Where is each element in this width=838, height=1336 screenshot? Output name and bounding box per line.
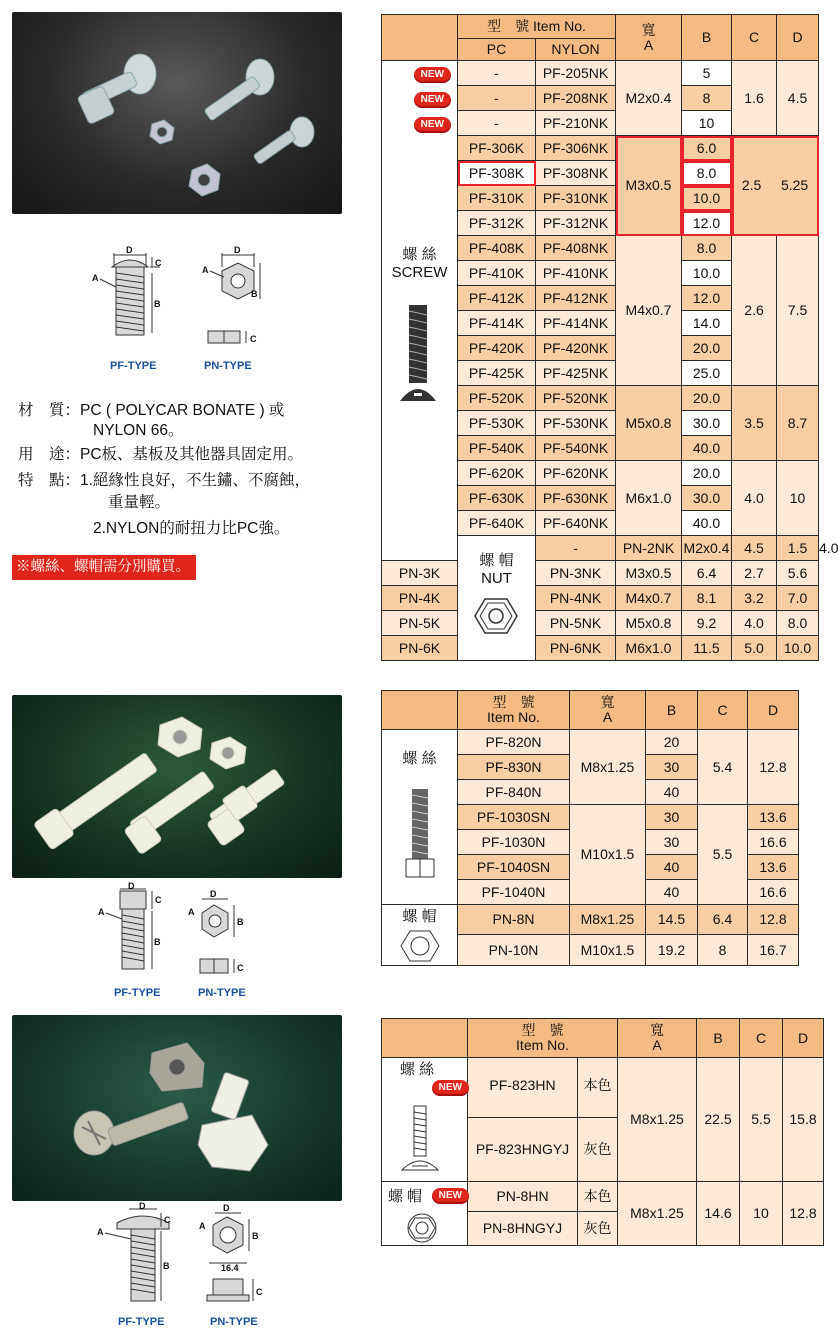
nut-dim-b-label: B [251, 289, 258, 299]
t2-cell-b: 40 [646, 855, 698, 880]
t1-nut-c: 3.2 [732, 586, 777, 611]
t1-cell-nylon: PF-425NK [536, 361, 616, 386]
t1-cell-nylon: PF-306NK [536, 136, 616, 161]
t1-screw-label-en: SCREW [391, 264, 448, 281]
t3-nut-color: 本色 [578, 1182, 618, 1212]
t1-header-pc: PC [458, 39, 536, 61]
t3-header-model [468, 1019, 618, 1058]
t1-cell-pc: - [458, 86, 536, 111]
t1-nut-b: 4.5 [732, 536, 777, 561]
nut-dim-d-label: D [234, 245, 241, 255]
t1-nut-a: M6x1.0 [616, 636, 682, 661]
dim-c-label: C [155, 258, 162, 268]
pf-type-caption: PF-TYPE [110, 360, 157, 372]
t3-cell-color: 灰色 [578, 1118, 618, 1182]
t1-cell-b: 20.0 [682, 336, 732, 361]
t2-header-model-cn: 型 號 [492, 694, 535, 711]
t1-cell-pc: PF-640K [458, 511, 536, 536]
t1-cell-nylon: PF-630NK [536, 486, 616, 511]
t2-header-d: D [748, 691, 799, 730]
t1-header-width-a: A [643, 36, 654, 53]
t1-nut-b: 6.4 [682, 561, 732, 586]
t1-cell-b: 8.0 [682, 236, 732, 261]
t1-nut-a: M2x0.4 [682, 536, 732, 561]
t1-cell-b: 8 [682, 86, 732, 111]
t3-cell-color: 本色 [578, 1058, 618, 1118]
t1-cell-b: 10.0 [682, 261, 732, 286]
t1-nut-nylon: PN-6NK [536, 636, 616, 661]
t1-cell-d: 7.5 [777, 236, 819, 386]
t1-cell-b: 8.0 [682, 161, 732, 186]
desc-feature-key: 特 點： [18, 472, 81, 489]
white-screws-illustration [12, 695, 342, 878]
t1-nut-label [458, 552, 535, 588]
desc-feature [18, 470, 310, 492]
desc-material [18, 400, 284, 422]
nut-dim-c-label: C [250, 334, 257, 344]
t1-cell-nylon: PF-410NK [536, 261, 616, 286]
product-photo-grey [12, 1015, 342, 1201]
t1-cell-pc: PF-414K [458, 311, 536, 336]
t1-nut-c: 4.0 [732, 611, 777, 636]
t1-cell-pc: PF-412K [458, 286, 536, 311]
t1-cell-b: 20.0 [682, 386, 732, 411]
dim3-d-label: D [139, 1201, 146, 1211]
t2-cell-item: PF-830N [458, 755, 570, 780]
dim3-c-label: C [164, 1215, 171, 1225]
t1-cell-pc: PF-630K [458, 486, 536, 511]
spec-table-2 [381, 690, 799, 966]
t3-nut-item: PN-8HNGYJ [468, 1212, 578, 1246]
t1-nut-nylon: PN-5NK [536, 611, 616, 636]
t1-cell-nylon: PF-312NK [536, 211, 616, 236]
t2-cell-item: PF-1040SN [458, 855, 570, 880]
t1-cell-a: M5x0.8 [616, 386, 682, 461]
nut3-d-label: D [223, 1203, 230, 1213]
nut2-c-label: C [237, 963, 244, 973]
t2-header-width-cn: 寬 [600, 694, 615, 711]
t1-nut-b: 9.2 [682, 611, 732, 636]
t2-cell-d: 16.6 [748, 880, 799, 905]
t1-cell-pc: PF-425K [458, 361, 536, 386]
t1-nut-c: 1.5 [777, 536, 819, 561]
t2-nut-d: 16.7 [748, 935, 799, 966]
t3-nut-label-cell [382, 1182, 468, 1246]
t1-cell-c: 4.0 [732, 461, 777, 536]
t2-cell-item: PF-840N [458, 780, 570, 805]
t1-cell-pc: PF-306K [458, 136, 536, 161]
t1-cell-b: 30.0 [682, 411, 732, 436]
t1-cell-a: M3x0.5 [616, 136, 682, 236]
t1-cell-a: M6x1.0 [616, 461, 682, 536]
new-badge: NEW [414, 67, 451, 83]
t1-cell-nylon: PF-308NK [536, 161, 616, 186]
t1-cell-d: 4.5 [777, 61, 819, 136]
t2-header-c: C [698, 691, 748, 730]
t1-header-b: B [682, 15, 732, 61]
t3-header-blank [382, 1019, 468, 1058]
dimension-diagram-1 [80, 245, 280, 375]
t1-nut-label-en: NUT [481, 570, 512, 587]
clear-screws-illustration [12, 12, 342, 214]
t2-nut-a: M8x1.25 [570, 905, 646, 935]
nut-icon [474, 596, 518, 636]
t1-nut-d: 10.0 [777, 636, 819, 661]
t1-cell-nylon: PF-540NK [536, 436, 616, 461]
nut2-d-label: D [210, 889, 217, 899]
dim2-b-label: B [154, 937, 161, 947]
t1-cell-d: 10 [777, 461, 819, 536]
t1-nut-d: 7.0 [777, 586, 819, 611]
t1-cell-b: 25.0 [682, 361, 732, 386]
t2-cell-a: M8x1.25 [570, 730, 646, 805]
t1-cell-nylon: PF-210NK [536, 111, 616, 136]
t1-nut-pc: PN-6K [382, 636, 458, 661]
nut-dim-a-label: A [202, 265, 209, 275]
t2-cell-b: 30 [646, 755, 698, 780]
t1-header-model: 型 號 Item No. [458, 15, 616, 39]
purchase-note: ※螺絲、螺帽需分別購買。 [12, 555, 196, 580]
t3-screw-label-cell [382, 1058, 468, 1182]
desc-material-val: PC ( POLYCAR BONATE ) 或 [80, 402, 285, 419]
t2-cell-item: PF-1030N [458, 830, 570, 855]
t3-screw-label: 螺 絲 [400, 1061, 435, 1078]
pn-type-caption-2: PN-TYPE [198, 987, 246, 999]
desc-feature-1: 1.絕緣性良好，不生鏽、不腐蝕， [80, 472, 310, 489]
t2-screw-label: 螺 絲 [402, 750, 437, 767]
t2-cell-d: 16.6 [748, 830, 799, 855]
desc-feature-2: 2.NYLON的耐扭力比PC強。 [93, 520, 290, 537]
t1-cell-pc: PF-408K [458, 236, 536, 261]
t1-header-blank [382, 15, 458, 61]
t2-nut-item: PN-10N [458, 935, 570, 966]
t1-nut-d: 5.6 [777, 561, 819, 586]
nut3-a-label: A [199, 1221, 206, 1231]
t2-nut-item: PN-8N [458, 905, 570, 935]
t1-header-d: D [777, 15, 819, 61]
t3-nut-label: 螺 帽 [388, 1188, 423, 1205]
t1-cell-nylon: PF-412NK [536, 286, 616, 311]
t1-screw-label [382, 246, 457, 282]
t1-cell-pc: PF-520K [458, 386, 536, 411]
t3-header-model-en: Item No. [516, 1037, 569, 1053]
t1-nut-a: M3x0.5 [616, 561, 682, 586]
t1-cell-a: M4x0.7 [616, 236, 682, 386]
t2-nut-c: 6.4 [698, 905, 748, 935]
t2-nut-d: 12.8 [748, 905, 799, 935]
t1-cell-b: 14.0 [682, 311, 732, 336]
product-photo-clear [12, 12, 342, 214]
t3-nut-c: 10 [740, 1182, 783, 1246]
new-badge: NEW [414, 92, 451, 108]
t1-cell-b: 12.0 [682, 211, 732, 236]
t1-cell-nylon: PF-520NK [536, 386, 616, 411]
nut3-c-label: C [256, 1287, 263, 1297]
t1-cell-pc: PF-540K [458, 436, 536, 461]
t3-header-width-a: A [652, 1037, 662, 1053]
t2-header-b: B [646, 691, 698, 730]
t2-header-model-en: Item No. [487, 709, 540, 725]
t2-nut-c: 8 [698, 935, 748, 966]
t1-cell-c: 2.6 [732, 236, 777, 386]
new-badge: NEW [432, 1188, 469, 1204]
t3-nut-color: 灰色 [578, 1212, 618, 1246]
t1-cell-b: 12.0 [682, 286, 732, 311]
t2-nut-label-cell [382, 905, 458, 966]
t3-cell-c: 5.5 [740, 1058, 783, 1182]
t1-cell-pc: - [458, 61, 536, 86]
t2-cell-c: 5.4 [698, 730, 748, 805]
t1-cell-nylon: PF-620NK [536, 461, 616, 486]
t1-nut-label-cell [458, 536, 536, 661]
t1-cell-pc: PF-420K [458, 336, 536, 361]
t1-nut-pc: PN-5K [382, 611, 458, 636]
t1-cell-b: 6.0 [682, 136, 732, 161]
t2-cell-a: M10x1.5 [570, 805, 646, 905]
t2-cell-d: 12.8 [748, 730, 799, 805]
t3-cell-a: M8x1.25 [618, 1058, 697, 1182]
t1-screw-label-cell [382, 61, 458, 561]
t1-cell-pc: PF-312K [458, 211, 536, 236]
desc-material-val2: NYLON 66。 [93, 422, 184, 439]
dim3-a-label: A [97, 1227, 104, 1237]
t1-cell-b: 10 [682, 111, 732, 136]
t3-cell-d: 15.8 [783, 1058, 824, 1182]
hex-bolt-icon [400, 785, 440, 885]
pn-type-caption: PN-TYPE [204, 360, 252, 372]
t1-cell-pc: - [458, 111, 536, 136]
dim-b-label: B [154, 299, 161, 309]
t1-cell-nylon: PF-208NK [536, 86, 616, 111]
dim2-c-label: C [155, 895, 162, 905]
t2-cell-b: 40 [646, 780, 698, 805]
t1-cell-nylon: PF-414NK [536, 311, 616, 336]
t1-header-c: C [732, 15, 777, 61]
t1-cell-b: 30.0 [682, 486, 732, 511]
t3-header-width [618, 1019, 697, 1058]
t1-nut-pc: PN-3K [382, 561, 458, 586]
t2-header-model [458, 691, 570, 730]
t2-cell-d: 13.6 [748, 855, 799, 880]
t1-cell-d: 5.25 [780, 177, 809, 194]
t2-cell-b: 20 [646, 730, 698, 755]
t2-screw-label-cell [382, 730, 458, 905]
t1-cell-b: 40.0 [682, 511, 732, 536]
t3-header-c: C [740, 1019, 783, 1058]
t3-header-width-cn: 寬 [650, 1022, 664, 1039]
t1-cell-nylon: PF-420NK [536, 336, 616, 361]
t1-header-nylon: NYLON [536, 39, 616, 61]
nut2-a-label: A [188, 907, 195, 917]
t1-nut-nylon: PN-4NK [536, 586, 616, 611]
t1-cell-pc: PF-530K [458, 411, 536, 436]
desc-use-val: PC板、基板及其他器具固定用。 [80, 446, 304, 463]
t1-screw-label-cn: 螺 絲 [402, 246, 437, 263]
t1-header-width [616, 15, 682, 61]
t1-cell-c: 2.5 [741, 177, 762, 194]
t1-cell-b: 5 [682, 61, 732, 86]
t3-header-d: D [783, 1019, 824, 1058]
t1-nut-nylon: PN-2NK [616, 536, 682, 561]
dim2-d-label: D [128, 881, 135, 891]
t3-nut-a: M8x1.25 [618, 1182, 697, 1246]
t1-cell-nylon: PF-530NK [536, 411, 616, 436]
pf-type-caption-3: PF-TYPE [118, 1316, 165, 1328]
dim-d-label: D [126, 245, 133, 255]
t1-cell-nylon: PF-310NK [536, 186, 616, 211]
pn-type-caption-3: PN-TYPE [210, 1316, 258, 1328]
screw-icon [396, 301, 440, 411]
t2-nut-label: 螺 帽 [402, 908, 437, 925]
t1-new-badges [382, 65, 457, 140]
t1-cell-cd-inner [732, 178, 818, 193]
t1-cell-b: 10.0 [682, 186, 732, 211]
t1-nut-b: 11.5 [682, 636, 732, 661]
pan-head-screw-icon [400, 1104, 440, 1176]
desc-feature-1b: 重量輕。 [108, 494, 171, 511]
t1-cell-pc: PF-620K [458, 461, 536, 486]
t3-header-model-cn: 型 號 [521, 1022, 564, 1039]
nut3-dim-164: 16.4 [221, 1263, 239, 1273]
dimension-diagram-2 [90, 881, 270, 980]
t2-cell-d: 13.6 [748, 805, 799, 830]
spec-table-1: 型 號 Item No. 寬 A B C D PC NYLON NEW NEW NEW 螺 絲 SCREW - PF-205NK M2x0.4 5 1.6 4.5 - PF-208NK 8 - PF-210NK 10 PF-306K PF-306NK M3x0.5 6.0 2.5 5.25 PF-308K PF-308NK 8.0 PF-310K PF-310NK 10.0 PF-312K PF-312NK 12.0 PF-408K PF-408NK M4x0.7 8.0 2.6 7.5 PF-410K PF-410NK 10.0 PF-412K PF-412NK 12.0 PF-414K PF-414NK 14.0 PF-420K PF-420NK 20.0 PF-425K PF-425NK 25.0 PF-520K PF-520NK M5x0.8 20.0 3.5 8.7 PF-530K PF-530NK 30.0 PF-540K PF-540NK 40.0 PF-620K PF-620NK M6x1.0 20.0 4.0 10 PF-630K PF-630NK 30.0 PF-640K PF-640NK 40.0 螺 帽 NUT - PN-2NK M2x0.4 4.5 1.5 4.0 PN-3K PN-3NK M3x0.5 6.4 2.7 5.6 PN-4K PN-4NK M4x0.7 8.1 3.2 7.0 PN-5K PN-5NK M5x0.8 9.2 4.0 8.0 PN-6K PN-6NK M6x1.0 11.5 5.0 10.0 [381, 14, 819, 661]
t1-cell-nylon: PF-205NK [536, 61, 616, 86]
product-photo-white [12, 695, 342, 878]
t1-nut-a: M4x0.7 [616, 586, 682, 611]
t3-nut-new [432, 1186, 469, 1204]
desc-use-key: 用 途： [18, 446, 81, 463]
t1-cell-nylon: PF-640NK [536, 511, 616, 536]
grey-screws-illustration [12, 1015, 342, 1201]
t2-cell-b: 40 [646, 880, 698, 905]
t1-cell-d: 8.7 [777, 386, 819, 461]
t1-cell-pc: PF-410K [458, 261, 536, 286]
t1-nut-nylon: PN-3NK [536, 561, 616, 586]
t1-nut-d: 8.0 [777, 611, 819, 636]
new-badge: NEW [414, 117, 451, 133]
t2-cell-b: 30 [646, 830, 698, 855]
t3-cell-b: 22.5 [697, 1058, 740, 1182]
nut3-b-label: B [252, 1231, 259, 1241]
t1-cell-cd [732, 136, 819, 236]
t3-nut-d: 12.8 [783, 1182, 824, 1246]
dim-a-label: A [92, 273, 99, 283]
t2-cell-item: PF-1040N [458, 880, 570, 905]
t3-cell-item: PF-823HNGYJ [468, 1118, 578, 1182]
t2-header-width [570, 691, 646, 730]
t3-cell-item: PF-823HN [468, 1058, 578, 1118]
t1-cell-c: 1.6 [732, 61, 777, 136]
t1-nut-label-cn: 螺 帽 [479, 552, 514, 569]
t1-nut-c: 2.7 [732, 561, 777, 586]
new-badge: NEW [432, 1080, 469, 1096]
spec-table-3 [381, 1018, 824, 1246]
t1-cell-b: 40.0 [682, 436, 732, 461]
t1-nut-a: M5x0.8 [616, 611, 682, 636]
t1-cell-a: M2x0.4 [616, 61, 682, 136]
flange-nut-icon [406, 1212, 438, 1244]
t2-header-blank [382, 691, 458, 730]
desc-use [18, 444, 303, 466]
t2-cell-c: 5.5 [698, 805, 748, 905]
t2-cell-b: 30 [646, 805, 698, 830]
t1-nut-c: 5.0 [732, 636, 777, 661]
t2-cell-item: PF-820N [458, 730, 570, 755]
t3-nut-item: PN-8HN [468, 1182, 578, 1212]
t2-cell-item: PF-1030SN [458, 805, 570, 830]
nut2-b-label: B [237, 917, 244, 927]
t1-cell-pc: PF-310K [458, 186, 536, 211]
t2-nut-b: 19.2 [646, 935, 698, 966]
t1-nut-b: 8.1 [682, 586, 732, 611]
t2-nut-b: 14.5 [646, 905, 698, 935]
t1-cell-b: 20.0 [682, 461, 732, 486]
t1-header-width-cn: 寬 [641, 21, 656, 38]
t1-nut-pc: PN-4K [382, 586, 458, 611]
t2-header-width-a: A [602, 709, 613, 725]
t1-cell-pc: PF-308K [458, 161, 536, 186]
t3-screw-new [432, 1078, 469, 1096]
nut-icon [400, 929, 440, 963]
t3-header-b: B [697, 1019, 740, 1058]
desc-material-key: 材 質： [18, 402, 81, 419]
t1-cell-c: 3.5 [732, 386, 777, 461]
t2-nut-a: M10x1.5 [570, 935, 646, 966]
t3-nut-b: 14.6 [697, 1182, 740, 1246]
pf-type-caption-2: PF-TYPE [114, 987, 161, 999]
dim2-a-label: A [98, 907, 105, 917]
t1-nut-pc: - [536, 536, 616, 561]
dimension-diagram-3 [95, 1201, 285, 1315]
dim3-b-label: B [163, 1261, 170, 1271]
t1-cell-nylon: PF-408NK [536, 236, 616, 261]
